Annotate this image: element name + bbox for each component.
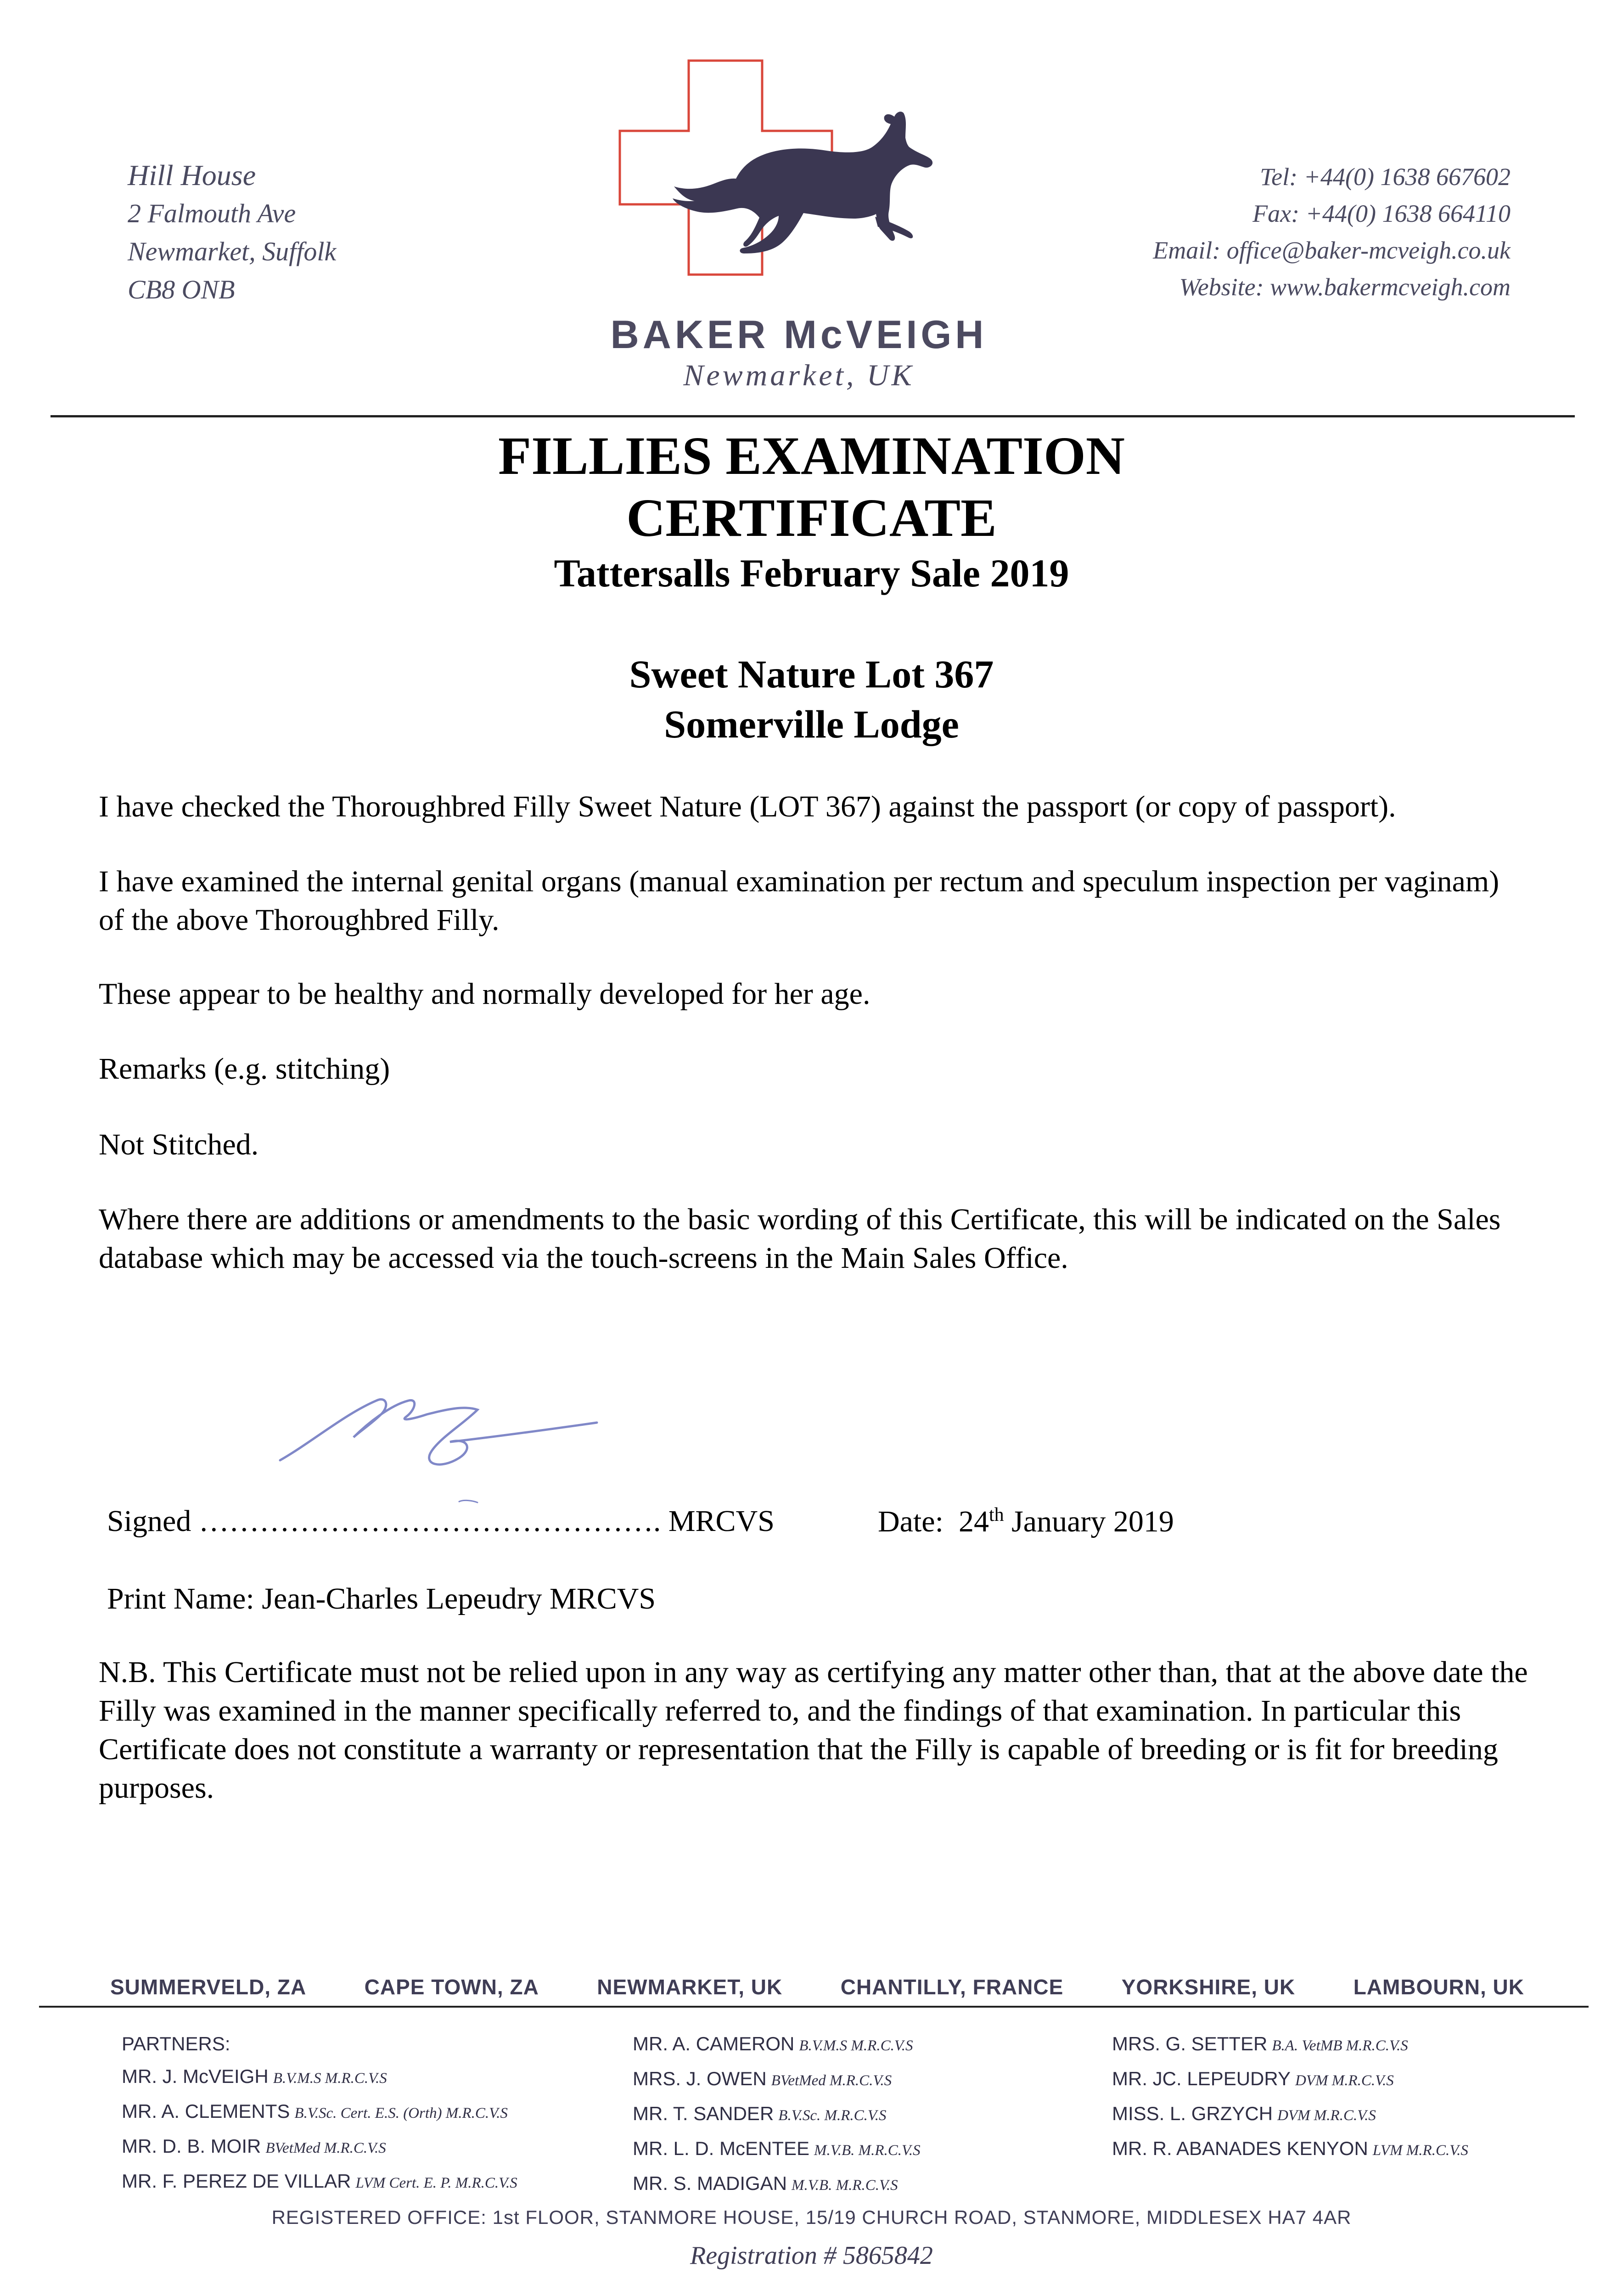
address-block [128,156,336,309]
partner-name: MRS. G. SETTER [1112,2033,1268,2054]
partner-name: MR. A. CAMERON [633,2033,795,2054]
lot-heading: Sweet Nature Lot 367 [629,652,994,696]
partner-name: MR. S. MADIGAN [633,2172,787,2194]
partner-entry [1112,2132,1468,2167]
partner-qualification: B.A. VetMB M.R.C.V.S [1272,2037,1408,2054]
signature-dots: ………………………………………. [198,1504,661,1538]
contact-tel: Tel: +44(0) 1638 667602 [1260,163,1511,191]
company-logo [615,55,983,312]
partner-entry [633,2167,921,2202]
header-divider [51,415,1575,417]
partners-column-2 [633,2027,921,2202]
partner-name: MRS. J. OWEN [633,2068,767,2089]
address-line: 2 Falmouth Ave [128,198,296,228]
partner-entry [122,2095,517,2130]
location-yorkshire: YORKSHIRE, UK [1121,1975,1296,1999]
partner-entry [1112,2027,1468,2062]
partners-column-1 [122,2027,517,2200]
date-day: 24 [958,1505,989,1538]
partner-qualification: B.V.M.S M.R.C.V.S [799,2037,913,2054]
partner-qualification: DVM M.R.C.V.S [1295,2072,1394,2089]
partner-qualification: M.V.B. M.R.C.V.S [814,2142,921,2159]
date-month-year: January 2019 [1011,1505,1174,1538]
galloping-horse-icon [673,112,932,253]
partner-entry [633,2027,921,2062]
office-locations [110,1975,1524,1999]
registered-office: REGISTERED OFFICE: 1st FLOOR, STANMORE HOUSE, 15/19 CHURCH ROAD, STANMORE, MIDDLESEX HA7 4AR [271,2206,1352,2228]
partner-entry [122,2060,517,2095]
contact-fax: Fax: +44(0) 1638 664110 [1252,200,1511,227]
partner-qualification: BVetMed M.R.C.V.S [265,2140,386,2156]
partner-name: MR. F. PEREZ DE VILLAR [122,2170,351,2192]
partner-entry [122,2130,517,2165]
partner-entry [1112,2062,1468,2097]
signed-label: Signed [107,1504,191,1538]
amendments-paragraph: Where there are additions or amendments to the basic wording of this Certificate, this will be indicated on the Sales database which may be accessed via the touch-screens in the Main Sales Office. [99,1203,1501,1275]
partner-entry [633,2132,921,2167]
partners-label: PARTNERS: [122,2033,230,2054]
sale-name: Tattersalls February Sale 2019 [554,551,1069,595]
location-cape-town: CAPE TOWN, ZA [364,1975,539,1999]
certificate-title-line2: CERTIFICATE [626,488,997,548]
disclaimer-paragraph: N.B. This Certificate must not be relied upon in any way as certifying any matter other than, that at the above date the Filly was examined in the manner specifically referred to, and the findings of that examination. In particular this Certificate does not constitute a warranty or representation that the Filly is capable of breeding or is fit for breeding purposes. [99,1655,1528,1805]
partner-name: MR. JC. LEPEUDRY [1112,2068,1291,2089]
examination-paragraph: I have examined the internal genital organs (manual examination per rectum and speculum inspection per vaginam) of the above Thoroughbred Filly. [99,865,1499,937]
partner-name: MR. R. ABANADES KENYON [1112,2138,1368,2159]
partner-qualification: BVetMed M.R.C.V.S [771,2072,892,2089]
partner-name: MR. T. SANDER [633,2103,774,2124]
address-line: Hill House [128,159,256,191]
contact-website: Website: www.bakermcveigh.com [1179,273,1511,301]
consignor-heading: Somerville Lodge [664,702,959,746]
partner-qualification: M.V.B. M.R.C.V.S [792,2177,898,2194]
remarks-label: Remarks (e.g. stitching) [99,1052,390,1086]
signed-suffix: MRCVS [668,1504,775,1538]
brand-location: Newmarket, UK [683,359,915,392]
partner-entry [122,2165,517,2200]
partner-qualification: DVM M.R.C.V.S [1277,2107,1376,2124]
location-chantilly: CHANTILLY, FRANCE [840,1975,1064,1999]
location-newmarket: NEWMARKET, UK [597,1975,783,1999]
partner-qualification: B.V.M.S M.R.C.V.S [273,2070,387,2087]
partner-qualification: LVM Cert. E. P. M.R.C.V.S [355,2175,517,2191]
partner-name: MR. J. McVEIGH [122,2065,269,2087]
date-ordinal: th [988,1504,1004,1525]
handwritten-signature [275,1378,689,1515]
signature-line [107,1504,775,1539]
partner-entry [633,2097,921,2132]
remarks-value: Not Stitched. [99,1128,259,1161]
certificate-title-line1: FILLIES EXAMINATION [498,426,1125,486]
partner-qualification: B.V.Sc. Cert. E.S. (Orth) M.R.C.V.S [294,2105,508,2122]
location-lambourn: LAMBOURN, UK [1353,1975,1524,1999]
address-line: Newmarket, Suffolk [128,236,337,266]
contact-email: Email: office@baker-mcveigh.co.uk [1153,236,1511,264]
registration-number: Registration # 5865842 [690,2241,933,2270]
partner-qualification: LVM M.R.C.V.S [1372,2142,1468,2159]
location-summerveld: SUMMERVELD, ZA [110,1975,307,1999]
partner-name: MISS. L. GRZYCH [1112,2103,1273,2124]
partner-entry [633,2062,921,2097]
partner-name: MR. D. B. MOIR [122,2135,261,2157]
passport-check-paragraph: I have checked the Thoroughbred Filly Sweet Nature (LOT 367) against the passport (or copy of passport). [99,790,1396,823]
brand-name: BAKER McVEIGH [610,313,988,357]
address-line: CB8 ONB [128,275,235,304]
print-name: Print Name: Jean-Charles Lepeudry MRCVS [107,1582,656,1615]
footer-divider [39,2006,1589,2008]
partners-column-3 [1112,2027,1468,2167]
partner-name: MR. A. CLEMENTS [122,2100,290,2122]
partner-name: MR. L. D. McENTEE [633,2138,810,2159]
contact-block [1153,158,1511,305]
date-label: Date: [878,1505,943,1538]
partner-qualification: B.V.Sc. M.R.C.V.S [778,2107,887,2124]
partner-entry [1112,2097,1468,2132]
date-line [878,1504,1174,1539]
health-statement: These appear to be healthy and normally developed for her age. [99,977,870,1011]
